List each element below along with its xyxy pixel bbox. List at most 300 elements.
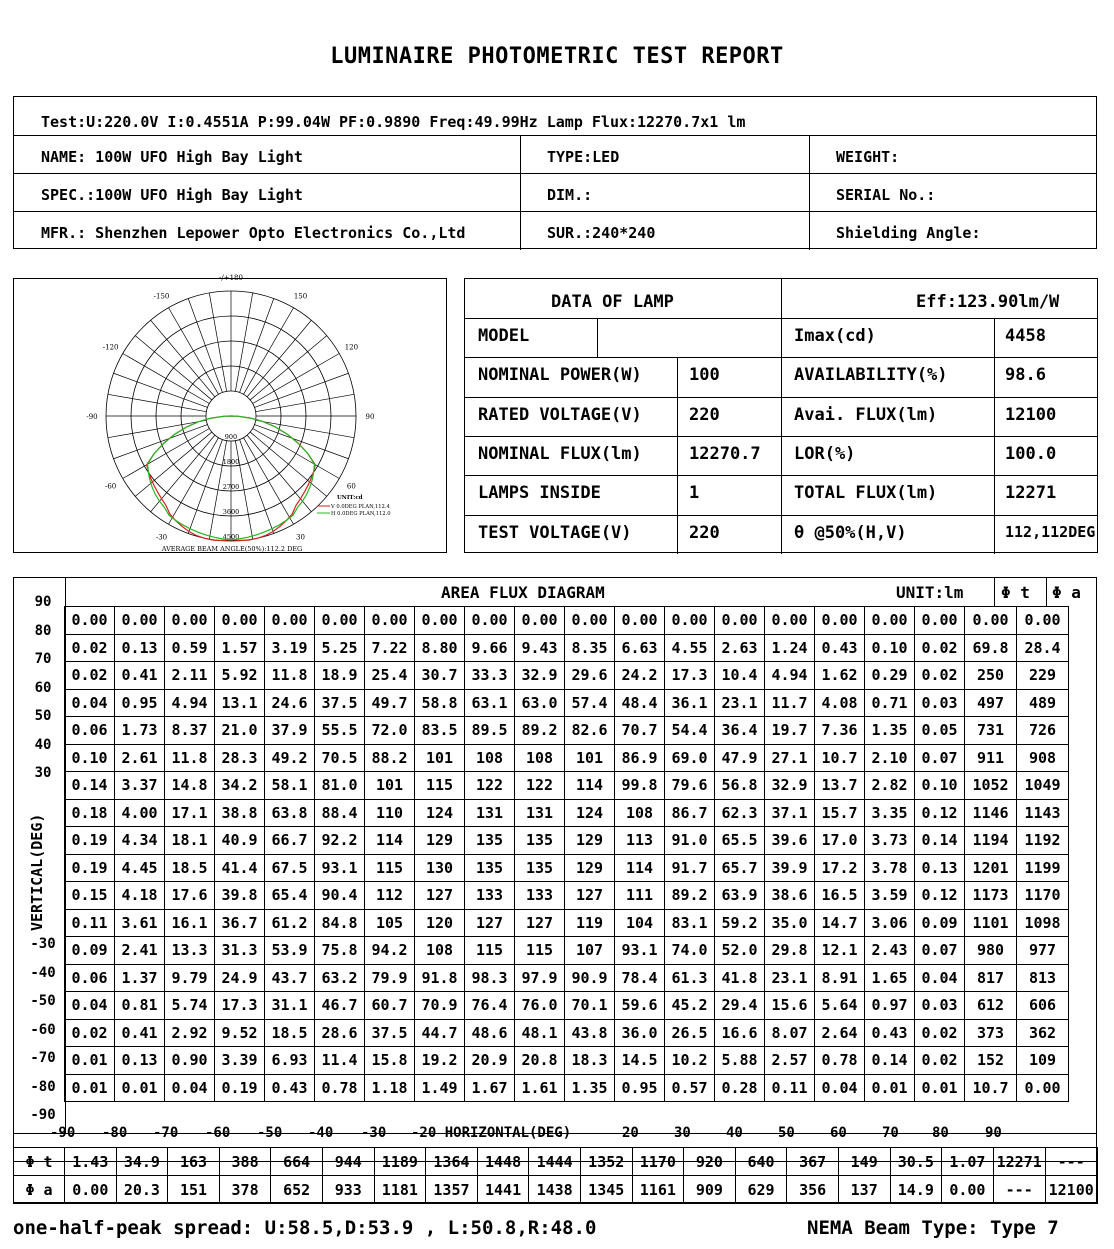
flux-cell: 0.02 [65, 662, 115, 690]
flux-cell: 2.57 [765, 1047, 815, 1075]
flux-cell: 24.6 [265, 689, 315, 717]
flux-cell: 90.4 [315, 882, 365, 910]
flux-cell: 0.12 [915, 799, 965, 827]
polar-intensity-diagram [14, 274, 446, 553]
horizontal-tick-label: -60 [205, 1125, 231, 1141]
header-info-box [13, 96, 1097, 249]
horizontal-tick-label: 70 [882, 1125, 899, 1141]
flux-cell: 21.0 [215, 717, 265, 745]
horizontal-tick-label: -80 [102, 1125, 128, 1141]
flux-cell: 4.94 [765, 662, 815, 690]
flux-cell: 83.5 [415, 717, 465, 745]
flux-cell: 79.6 [665, 772, 715, 800]
polar-angle-label: -120 [102, 343, 119, 352]
flux-cell: 17.1 [165, 799, 215, 827]
flux-cell: 53.9 [265, 937, 315, 965]
shielding-angle-field: Shielding Angle: [836, 224, 981, 242]
summary-cell: 909 [684, 1176, 736, 1204]
flux-cell: 43.7 [265, 964, 315, 992]
flux-cell: 489 [1017, 689, 1069, 717]
flux-cell: 114 [565, 772, 615, 800]
flux-cell: 0.07 [915, 937, 965, 965]
flux-cell: 1.35 [865, 717, 915, 745]
flux-cell: 36.4 [715, 717, 765, 745]
flux-cell: 67.5 [265, 854, 315, 882]
polar-radial [244, 308, 294, 395]
flux-cell: 70.5 [315, 744, 365, 772]
flux-cell: 124 [415, 799, 465, 827]
flux-cell: 129 [565, 854, 615, 882]
report-title: LUMINAIRE PHOTOMETRIC TEST REPORT [330, 44, 784, 69]
flux-cell: 0.95 [615, 1074, 665, 1102]
flux-cell: 110 [365, 799, 415, 827]
flux-cell: 63.1 [465, 689, 515, 717]
flux-row [65, 717, 1069, 745]
flux-cell: 101 [415, 744, 465, 772]
flux-row [65, 909, 1069, 937]
summary-cell: 367 [787, 1148, 839, 1176]
horizontal-tick-label: 20 [622, 1125, 639, 1141]
flux-cell: 131 [465, 799, 515, 827]
flux-cell: 84.8 [315, 909, 365, 937]
flux-cell: 18.9 [315, 662, 365, 690]
flux-cell: 0.01 [65, 1047, 115, 1075]
flux-cell: 0.78 [815, 1047, 865, 1075]
horizontal-tick-label: 80 [932, 1125, 949, 1141]
flux-cell: 3.19 [265, 634, 315, 662]
flux-cell: 14.5 [615, 1047, 665, 1075]
flux-cell: 2.92 [165, 1019, 215, 1047]
flux-cell: 101 [365, 772, 415, 800]
flux-cell: 72.0 [365, 717, 415, 745]
flux-cell: 54.4 [665, 717, 715, 745]
flux-cell: 3.37 [115, 772, 165, 800]
flux-cell: 88.4 [315, 799, 365, 827]
flux-cell: 2.11 [165, 662, 215, 690]
dim-field: DIM.: [547, 186, 593, 204]
flux-cell: 0.00 [915, 607, 965, 635]
flux-cell: 0.00 [565, 607, 615, 635]
flux-cell: 10.7 [815, 744, 865, 772]
lamp-cell-0-2: Imax(cd) [794, 326, 876, 346]
summary-cell: 1364 [426, 1148, 478, 1176]
flux-cell: 105 [365, 909, 415, 937]
flux-cell: 78.4 [615, 964, 665, 992]
flux-cell: 0.04 [165, 1074, 215, 1102]
polar-radial [108, 420, 206, 437]
flux-cell: 23.1 [715, 689, 765, 717]
polar-radial [240, 439, 274, 533]
beam-angle-label: AVERAGE BEAM ANGLE(50%):112.2 DEG [161, 545, 303, 553]
flux-cell: 0.02 [65, 634, 115, 662]
flux-cell: 1.35 [565, 1074, 615, 1102]
flux-row [65, 662, 1069, 690]
flux-cell: 1049 [1017, 772, 1069, 800]
flux-cell: 65.5 [715, 827, 765, 855]
flux-cell: 28.6 [315, 1019, 365, 1047]
flux-cell: 0.00 [965, 607, 1017, 635]
flux-cell: 980 [965, 937, 1017, 965]
flux-cell: 91.7 [665, 854, 715, 882]
vertical-tick-label: 60 [34, 679, 52, 696]
summary-cell: 944 [322, 1148, 374, 1176]
flux-cell: 25.4 [365, 662, 415, 690]
flux-cell: 908 [1017, 744, 1069, 772]
flux-cell: 977 [1017, 937, 1069, 965]
summary-cell: 20.3 [116, 1176, 168, 1204]
flux-cell: 59.2 [715, 909, 765, 937]
flux-cell: 124 [565, 799, 615, 827]
flux-cell: 0.29 [865, 662, 915, 690]
flux-cell: 0.19 [65, 827, 115, 855]
flux-cell: 108 [615, 799, 665, 827]
flux-cell: 91.8 [415, 964, 465, 992]
summary-cell: 30.5 [890, 1148, 942, 1176]
lamp-cell-2-2: Avai. FLUX(lm) [794, 405, 938, 425]
flux-cell: 1173 [965, 882, 1017, 910]
summary-cell: 151 [168, 1176, 220, 1204]
flux-cell: 108 [515, 744, 565, 772]
polar-ring-label: 1800 [222, 458, 240, 466]
flux-cell: 52.0 [715, 937, 765, 965]
flux-cell: 0.02 [65, 1019, 115, 1047]
flux-cell: 133 [515, 882, 565, 910]
flux-cell: 0.95 [115, 689, 165, 717]
lamp-data-title: DATA OF LAMP [551, 292, 674, 312]
flux-cell: 5.74 [165, 992, 215, 1020]
flux-cell: 55.5 [315, 717, 365, 745]
summary-cell: 1189 [374, 1148, 426, 1176]
flux-cell: 41.4 [215, 854, 265, 882]
flux-cell: 0.43 [265, 1074, 315, 1102]
flux-cell: 18.1 [165, 827, 215, 855]
summary-cell: 664 [271, 1148, 323, 1176]
flux-cell: 17.2 [815, 854, 865, 882]
flux-cell: 38.6 [765, 882, 815, 910]
flux-cell: 122 [515, 772, 565, 800]
flux-cell: 48.1 [515, 1019, 565, 1047]
flux-cell: 2.61 [115, 744, 165, 772]
flux-cell: 1.65 [865, 964, 915, 992]
polar-radial [254, 425, 348, 459]
flux-summary-rows [13, 1147, 1098, 1204]
summary-cell: 1352 [580, 1148, 632, 1176]
flux-cell: 89.5 [465, 717, 515, 745]
polar-radial [169, 308, 219, 395]
flux-cell: 43.8 [565, 1019, 615, 1047]
flux-cell: 0.00 [865, 607, 915, 635]
lamp-cell-2-1: 220 [689, 405, 720, 425]
flux-cell: 3.73 [865, 827, 915, 855]
flux-cell: 5.25 [315, 634, 365, 662]
test-conditions: Test:U:220.0V I:0.4551A P:99.04W PF:0.9890 Freq:49.99Hz Lamp Flux:12270.7x1 lm [41, 113, 746, 131]
flux-cell: 27.1 [765, 744, 815, 772]
half-peak-spread: one-half-peak spread: U:58.5,D:53.9 , L:50.8,R:48.0 [13, 1217, 597, 1239]
flux-cell: 1.73 [115, 717, 165, 745]
flux-cell: 1.18 [365, 1074, 415, 1102]
flux-cell: 14.7 [815, 909, 865, 937]
flux-cell: 0.12 [915, 882, 965, 910]
flux-cell: 1194 [965, 827, 1017, 855]
afd-unit: UNIT:lm [896, 583, 964, 602]
polar-radial [123, 354, 210, 404]
flux-cell: 10.4 [715, 662, 765, 690]
flux-cell: 70.1 [565, 992, 615, 1020]
flux-row [65, 992, 1069, 1020]
polar-ring-label: 2700 [222, 483, 240, 491]
flux-cell: 497 [965, 689, 1017, 717]
lamp-cell-4-1: 1 [689, 483, 700, 503]
flux-cell: 10.7 [965, 1074, 1017, 1102]
polar-radial [256, 420, 354, 437]
flux-cell: 127 [565, 882, 615, 910]
lamp-cell-3-0: NOMINAL FLUX(lm) [478, 444, 642, 464]
polar-angle-label: 30 [296, 533, 305, 542]
flux-cell: 0.41 [115, 1019, 165, 1047]
flux-cell: 28.4 [1017, 634, 1069, 662]
flux-cell: 0.13 [115, 1047, 165, 1075]
horizontal-tick-label: -70 [153, 1125, 179, 1141]
flux-cell: 4.34 [115, 827, 165, 855]
vertical-tick-label: -90 [30, 1107, 56, 1123]
flux-cell: 24.9 [215, 964, 265, 992]
flux-cell: 119 [565, 909, 615, 937]
flux-cell: 606 [1017, 992, 1069, 1020]
flux-cell: 63.8 [265, 799, 315, 827]
flux-cell: 1.24 [765, 634, 815, 662]
lamp-cell-1-3: 98.6 [1005, 365, 1046, 385]
flux-cell: 250 [965, 662, 1017, 690]
flux-cell: 99.8 [615, 772, 665, 800]
flux-row [65, 772, 1069, 800]
flux-cell: 44.7 [415, 1019, 465, 1047]
flux-cell: 2.10 [865, 744, 915, 772]
flux-cell: 8.91 [815, 964, 865, 992]
flux-cell: 1.49 [415, 1074, 465, 1102]
flux-cell: 0.10 [865, 634, 915, 662]
flux-cell: 114 [365, 827, 415, 855]
vertical-tick-label: -60 [30, 1021, 56, 1038]
flux-cell: 0.09 [915, 909, 965, 937]
flux-cell: 731 [965, 717, 1017, 745]
polar-radial [209, 293, 226, 391]
flux-cell: 17.6 [165, 882, 215, 910]
flux-cell: 0.01 [865, 1074, 915, 1102]
summary-cell: --- [993, 1176, 1045, 1204]
summary-cell: 0.00 [65, 1176, 117, 1204]
flux-cell: 127 [465, 909, 515, 937]
lamp-cell-0-3: 4458 [1005, 326, 1046, 346]
flux-cell: 39.8 [215, 882, 265, 910]
flux-cell: 17.3 [215, 992, 265, 1020]
flux-row [65, 1074, 1069, 1102]
flux-cell: 48.6 [465, 1019, 515, 1047]
polar-ring-label: 4500 [222, 533, 240, 541]
name-field: NAME: 100W UFO High Bay Light [41, 148, 303, 166]
summary-row [14, 1176, 1098, 1204]
lamp-cell-4-0: LAMPS INSIDE [478, 483, 601, 503]
flux-cell: 91.0 [665, 827, 715, 855]
summary-cell: Φ a [14, 1176, 65, 1204]
flux-cell: 39.6 [765, 827, 815, 855]
flux-cell: 1101 [965, 909, 1017, 937]
flux-cell: 7.36 [815, 717, 865, 745]
lamp-cell-4-2: TOTAL FLUX(lm) [794, 483, 938, 503]
flux-cell: 63.9 [715, 882, 765, 910]
flux-cell: 34.2 [215, 772, 265, 800]
flux-cell: 1201 [965, 854, 1017, 882]
flux-cell: 32.9 [765, 772, 815, 800]
flux-cell: 107 [565, 937, 615, 965]
flux-cell: 29.8 [765, 937, 815, 965]
flux-cell: 76.4 [465, 992, 515, 1020]
flux-cell: 58.8 [415, 689, 465, 717]
polar-angle-label: -/+180 [219, 274, 243, 282]
flux-cell: 57.4 [565, 689, 615, 717]
flux-row [65, 689, 1069, 717]
flux-cell: 129 [415, 827, 465, 855]
flux-cell: 4.18 [115, 882, 165, 910]
flux-cell: 0.43 [815, 634, 865, 662]
summary-cell: 1.43 [65, 1148, 117, 1176]
flux-cell: 37.5 [315, 689, 365, 717]
summary-cell: 920 [684, 1148, 736, 1176]
summary-cell: 629 [735, 1176, 787, 1204]
summary-cell: Φ t [14, 1148, 65, 1176]
flux-cell: 40.9 [215, 827, 265, 855]
vertical-tick-label: 30 [34, 765, 52, 781]
flux-cell: 0.05 [915, 717, 965, 745]
flux-cell: 612 [965, 992, 1017, 1020]
vertical-tick-label: 70 [34, 651, 52, 667]
flux-row [65, 827, 1069, 855]
flux-cell: 0.04 [815, 1074, 865, 1102]
lamp-cell-5-1: 220 [689, 523, 720, 543]
flux-cell: 93.1 [615, 937, 665, 965]
lamp-cell-3-3: 100.0 [1005, 444, 1057, 464]
flux-cell: 36.7 [215, 909, 265, 937]
flux-cell: 88.2 [365, 744, 415, 772]
flux-cell: 0.11 [65, 909, 115, 937]
flux-cell: 0.19 [215, 1074, 265, 1102]
flux-cell: 0.01 [915, 1074, 965, 1102]
flux-cell: 1199 [1017, 854, 1069, 882]
summary-cell: --- [1045, 1148, 1097, 1176]
flux-row [65, 1047, 1069, 1075]
flux-cell: 0.02 [915, 634, 965, 662]
flux-cell: 1052 [965, 772, 1017, 800]
flux-cell: 0.04 [65, 689, 115, 717]
flux-cell: 8.80 [415, 634, 465, 662]
flux-cell: 135 [465, 827, 515, 855]
flux-cell: 0.00 [115, 607, 165, 635]
flux-cell: 70.9 [415, 992, 465, 1020]
flux-cell: 9.66 [465, 634, 515, 662]
efficacy: Eff:123.90lm/W [916, 292, 1060, 312]
flux-cell: 63.2 [315, 964, 365, 992]
polar-radial [188, 299, 222, 393]
flux-cell: 152 [965, 1047, 1017, 1075]
flux-cell: 0.00 [515, 607, 565, 635]
summary-cell: 137 [838, 1176, 890, 1204]
legend-h-label: H 0.0DEG PLAN,112.0 [331, 511, 391, 517]
polar-radial [240, 299, 274, 393]
flux-cell: 0.13 [115, 634, 165, 662]
flux-cell: 109 [1017, 1047, 1069, 1075]
flux-cell: 59.6 [615, 992, 665, 1020]
summary-cell: 1357 [426, 1176, 478, 1204]
spec-field: SPEC.:100W UFO High Bay Light [41, 186, 303, 204]
flux-cell: 37.5 [365, 1019, 415, 1047]
flux-cell: 112 [365, 882, 415, 910]
flux-cell: 47.9 [715, 744, 765, 772]
flux-cell: 2.63 [715, 634, 765, 662]
flux-cell: 135 [515, 827, 565, 855]
flux-cell: 229 [1017, 662, 1069, 690]
flux-cell: 0.19 [65, 854, 115, 882]
vertical-tick-label: -50 [30, 993, 56, 1009]
flux-cell: 129 [565, 827, 615, 855]
flux-cell: 911 [965, 744, 1017, 772]
flux-cell: 1146 [965, 799, 1017, 827]
flux-cell: 41.8 [715, 964, 765, 992]
flux-cell: 0.01 [65, 1074, 115, 1102]
flux-cell: 111 [615, 882, 665, 910]
flux-cell: 115 [515, 937, 565, 965]
flux-cell: 0.28 [715, 1074, 765, 1102]
flux-cell: 49.2 [265, 744, 315, 772]
flux-cell: 4.94 [165, 689, 215, 717]
flux-cell: 2.41 [115, 937, 165, 965]
flux-cell: 79.9 [365, 964, 415, 992]
polar-radial [135, 336, 212, 400]
summary-cell: 1181 [374, 1176, 426, 1204]
horizontal-tick-label: 50 [778, 1125, 795, 1141]
horizontal-tick-label: 30 [674, 1125, 691, 1141]
polar-radial [235, 293, 252, 391]
flux-cell: 60.7 [365, 992, 415, 1020]
flux-cell: 373 [965, 1019, 1017, 1047]
summary-cell: 1161 [632, 1176, 684, 1204]
flux-cell: 86.9 [615, 744, 665, 772]
polar-radial [247, 320, 311, 397]
horizontal-tick-label: -40 [308, 1125, 334, 1141]
flux-cell: 36.0 [615, 1019, 665, 1047]
flux-cell: 69.8 [965, 634, 1017, 662]
summary-cell: 933 [322, 1176, 374, 1204]
flux-cell: 30.7 [415, 662, 465, 690]
flux-cell: 4.55 [665, 634, 715, 662]
flux-cell: 3.78 [865, 854, 915, 882]
flux-cell: 89.2 [665, 882, 715, 910]
flux-cell: 26.5 [665, 1019, 715, 1047]
sur-field: SUR.:240*240 [547, 224, 656, 242]
flux-cell: 13.7 [815, 772, 865, 800]
lamp-cell-5-0: TEST VOLTAGE(V) [478, 523, 632, 543]
flux-cell: 0.41 [115, 662, 165, 690]
manufacturer-field: MFR.: Shenzhen Lepower Opto Electronics Co.,Ltd [41, 224, 466, 242]
flux-cell: 0.10 [915, 772, 965, 800]
lamp-cell-1-0: NOMINAL POWER(W) [478, 365, 642, 385]
flux-grid [64, 606, 1069, 1102]
polar-radial [256, 394, 354, 411]
flux-cell: 11.8 [265, 662, 315, 690]
flux-cell: 0.00 [65, 607, 115, 635]
flux-cell: 0.02 [915, 1047, 965, 1075]
lamp-cell-0-0: MODEL [478, 326, 530, 346]
flux-cell: 0.09 [65, 937, 115, 965]
flux-cell: 1.37 [115, 964, 165, 992]
